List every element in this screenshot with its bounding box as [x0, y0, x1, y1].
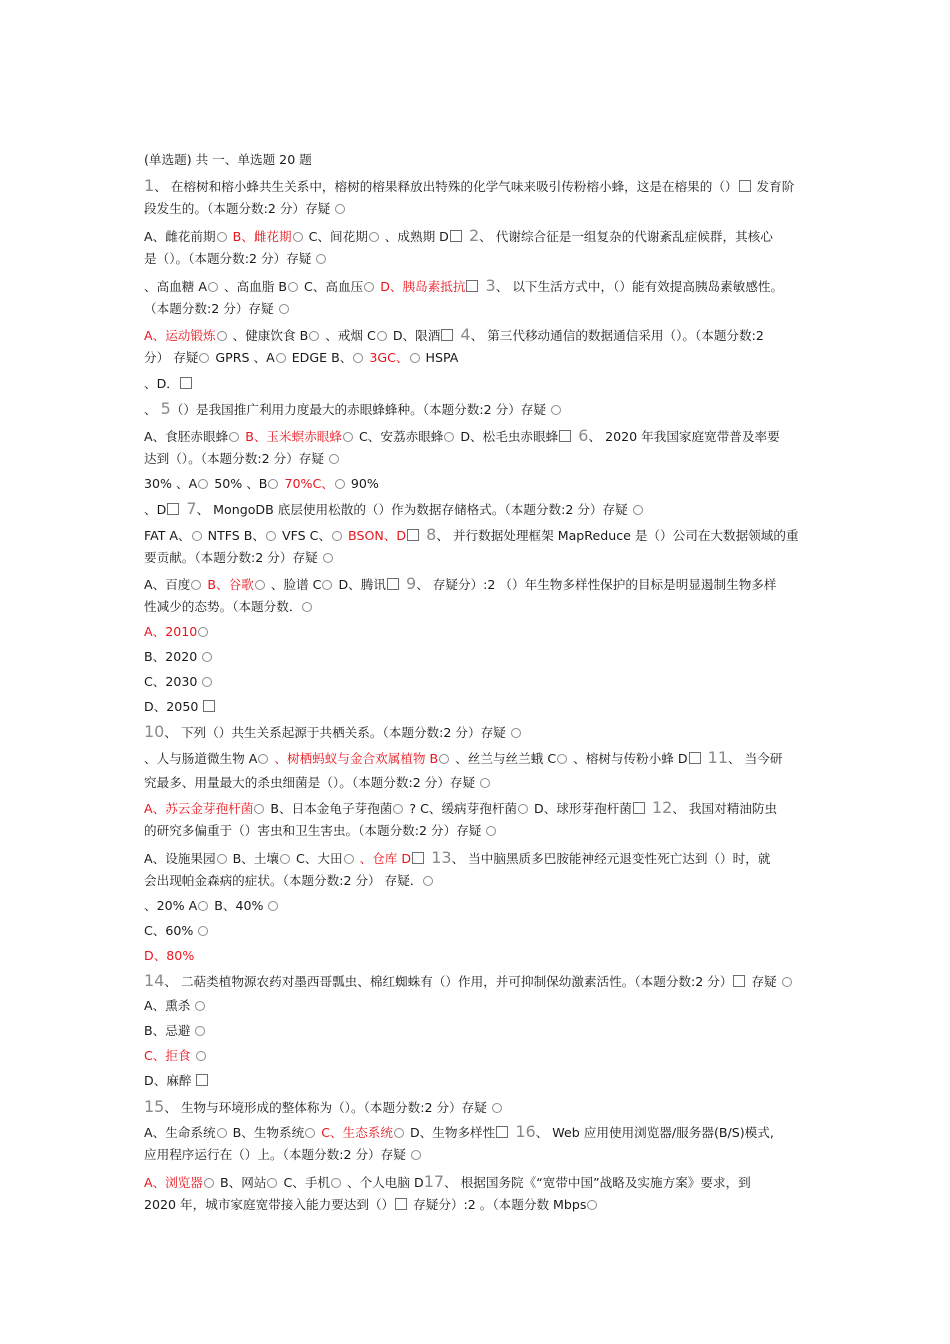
- answer-text: 、树栖蚂蚁与金合欢属植物 B: [270, 751, 439, 766]
- text-segment: D、限酒: [388, 328, 441, 343]
- radio-icon[interactable]: [302, 602, 312, 612]
- text-segment: A、设施果园: [144, 851, 216, 866]
- answer-text: B、玉米螟赤眼蜂: [241, 429, 342, 444]
- text-segment: EDGE B、: [287, 350, 353, 365]
- text-segment: C、60%: [144, 923, 198, 938]
- text-segment: A、熏杀: [144, 998, 195, 1013]
- text-segment: 30% 、A: [144, 476, 198, 491]
- text-segment: FAT A、: [144, 528, 191, 543]
- text-segment: ? C、缓病芽孢杆菌: [405, 801, 518, 816]
- radio-icon[interactable]: [353, 353, 363, 363]
- question-number: 9: [400, 575, 417, 593]
- radio-icon[interactable]: [229, 432, 239, 442]
- text-segment: 90%: [346, 476, 379, 491]
- radio-icon[interactable]: [258, 754, 268, 764]
- text-line: [144, 375, 812, 393]
- question-number: 8: [421, 526, 437, 544]
- text-segment: 是（）。（本题分数:2 分）存疑: [144, 251, 316, 266]
- answer-text: C、拒食: [144, 1048, 195, 1063]
- text-line: [144, 774, 812, 792]
- text-line: [144, 723, 812, 742]
- radio-icon[interactable]: [268, 479, 278, 489]
- text-segment: B、日本金龟子芽孢菌: [266, 801, 393, 816]
- radio-icon[interactable]: [280, 854, 290, 864]
- text-line: [144, 897, 812, 915]
- checkbox-icon[interactable]: [450, 230, 462, 242]
- question-number: 10: [144, 723, 165, 741]
- radio-icon[interactable]: [410, 353, 420, 363]
- text-segment: C、安荔赤眼蜂: [355, 429, 444, 444]
- radio-icon[interactable]: [423, 876, 433, 886]
- question-number: 17: [423, 1173, 445, 1191]
- text-segment: VFS C、: [278, 528, 332, 543]
- checkbox-icon[interactable]: [496, 1126, 508, 1138]
- text-line: [144, 1196, 812, 1214]
- text-line: [144, 450, 812, 468]
- text-segment: NTFS B、: [203, 528, 266, 543]
- text-line: [144, 947, 812, 965]
- radio-icon[interactable]: [199, 353, 209, 363]
- question-number: 11: [702, 749, 729, 767]
- answer-text: A、2010: [144, 624, 198, 639]
- text-segment: 要贡献。（本题分数:2 分）存疑: [144, 550, 322, 565]
- text-segment: 、 以下生活方式中，（）能有效提高胰岛素敏感性。: [495, 279, 784, 294]
- text-segment: D、球形芽孢杆菌: [530, 801, 632, 816]
- radio-icon[interactable]: [198, 901, 208, 911]
- question-number: 4: [455, 326, 471, 344]
- radio-icon[interactable]: [444, 432, 454, 442]
- radio-icon[interactable]: [217, 331, 227, 341]
- answer-text: 3GC、: [365, 350, 409, 365]
- radio-icon[interactable]: [323, 553, 333, 563]
- text-line: [144, 799, 812, 818]
- question-number: 12: [646, 799, 673, 817]
- radio-icon[interactable]: [208, 282, 218, 292]
- text-segment: D、腾讯: [334, 577, 386, 592]
- checkbox-icon[interactable]: [203, 700, 215, 712]
- radio-icon[interactable]: [195, 1026, 205, 1036]
- text-line: [144, 1123, 812, 1142]
- question-number: 5: [160, 400, 171, 418]
- text-line: [144, 849, 812, 868]
- answer-text: B、谷歌: [203, 577, 254, 592]
- text-segment: 、脸谱 C: [266, 577, 322, 592]
- text-line: [144, 1047, 812, 1065]
- text-segment: 、 当中脑黑质多巴胺能神经元退变性死亡达到（）时，就: [451, 851, 771, 866]
- text-segment: 、 2020 年我国家庭宽带普及率要: [588, 429, 780, 444]
- text-segment: D、松毛虫赤眼蜂: [456, 429, 559, 444]
- text-line: [144, 1098, 812, 1117]
- question-number: 1: [144, 177, 155, 195]
- radio-icon[interactable]: [192, 531, 202, 541]
- text-segment: C、间花期: [304, 229, 368, 244]
- text-line: [144, 200, 812, 218]
- text-segment: D、麻醉: [144, 1073, 196, 1088]
- text-line: [144, 1173, 812, 1192]
- question-number: 7: [181, 500, 197, 518]
- text-segment: A、雌花前期: [144, 229, 216, 244]
- text-line: [144, 698, 812, 716]
- radio-icon[interactable]: [492, 1103, 502, 1113]
- text-line: [144, 673, 812, 691]
- radio-icon[interactable]: [335, 204, 345, 214]
- radio-icon[interactable]: [393, 804, 403, 814]
- text-segment: A、食胚赤眼蜂: [144, 429, 229, 444]
- radio-icon[interactable]: [486, 826, 496, 836]
- answer-text: BSON、D: [344, 528, 407, 543]
- text-line: [144, 997, 812, 1015]
- text-line: [144, 648, 812, 666]
- radio-icon[interactable]: [198, 926, 208, 936]
- text-line: [144, 822, 812, 840]
- radio-icon[interactable]: [217, 854, 227, 864]
- text-segment: 、20% A: [144, 898, 198, 913]
- radio-icon[interactable]: [329, 454, 339, 464]
- text-segment: 、戒烟 C: [321, 328, 376, 343]
- text-segment: GPRS 、A: [211, 350, 275, 365]
- checkbox-icon[interactable]: [733, 975, 745, 987]
- radio-icon[interactable]: [195, 1001, 205, 1011]
- question-number: 15: [144, 1098, 165, 1116]
- text-segment: A、生命系统: [144, 1125, 216, 1140]
- text-segment: 、 下列（）共生关系起源于共栖关系。（本题分数:2 分）存疑: [164, 725, 510, 740]
- radio-icon[interactable]: [217, 232, 227, 242]
- text-segment: 、 MongoDB 底层使用松散的（）作为数据存储格式。（本题分数:2 分）存疑: [196, 502, 632, 517]
- checkbox-icon[interactable]: [395, 1198, 407, 1210]
- text-line: [144, 250, 812, 268]
- text-segment: 会出现帕金森病的症状。（本题分数:2 分） 存疑．: [144, 873, 423, 888]
- text-segment: 、 并行数据处理框架 MapReduce 是（）公司在大数据领域的重: [436, 528, 799, 543]
- text-segment: 究最多、用量最大的杀虫细菌是（）。（本题分数:2 分）存疑: [144, 775, 480, 790]
- text-segment: 、 生物与环境形成的整体称为（）。（本题分数:2 分）存疑: [164, 1100, 491, 1115]
- text-segment: 、 当今研: [728, 751, 783, 766]
- answer-text: A、苏云金芽孢杆菌: [144, 801, 254, 816]
- text-segment: C、大田: [292, 851, 343, 866]
- checkbox-icon[interactable]: [180, 377, 192, 389]
- text-segment: 、高血糖 A: [144, 279, 207, 294]
- text-segment: B、忌避: [144, 1023, 195, 1038]
- radio-icon[interactable]: [369, 232, 379, 242]
- radio-icon[interactable]: [202, 677, 212, 687]
- checkbox-icon[interactable]: [633, 802, 645, 814]
- text-line: [144, 749, 812, 768]
- text-segment: 、 根据国务院《“宽带中国”战略及实施方案》要求，到: [444, 1175, 751, 1190]
- text-segment: 的研究多偏重于（）害虫和卫生害虫。（本题分数:2 分）存疑: [144, 823, 486, 838]
- text-segment: 、高血脂 B: [220, 279, 288, 294]
- question-number: 16: [510, 1123, 536, 1141]
- text-segment: B、40%: [210, 898, 268, 913]
- text-segment: 2020 年，城市家庭宽带接入能力要达到（）: [144, 1197, 395, 1212]
- radio-icon[interactable]: [557, 754, 567, 764]
- question-number: 13: [426, 849, 452, 867]
- text-line: [144, 300, 812, 318]
- radio-icon[interactable]: [268, 901, 278, 911]
- text-segment: D、生物多样性: [405, 1125, 496, 1140]
- checkbox-icon[interactable]: [412, 852, 424, 864]
- radio-icon[interactable]: [343, 432, 353, 442]
- checkbox-icon[interactable]: [407, 529, 419, 541]
- radio-icon[interactable]: [293, 232, 303, 242]
- checkbox-icon[interactable]: [689, 752, 701, 764]
- checkbox-icon[interactable]: [466, 280, 478, 292]
- radio-icon[interactable]: [255, 580, 265, 590]
- text-segment: 、丝兰与丝兰蛾 C: [451, 751, 557, 766]
- text-line: [144, 872, 812, 890]
- text-line: [144, 526, 812, 545]
- text-line: [144, 922, 812, 940]
- radio-icon[interactable]: [217, 1128, 227, 1138]
- radio-icon[interactable]: [254, 804, 264, 814]
- radio-icon[interactable]: [377, 331, 387, 341]
- text-segment: 发育阶: [752, 179, 795, 194]
- text-segment: 、成熟期 D: [380, 229, 449, 244]
- text-segment: 、个人电脑 D: [343, 1175, 424, 1190]
- text-line: [144, 623, 812, 641]
- text-segment: 50% 、B: [210, 476, 268, 491]
- radio-icon[interactable]: [518, 804, 528, 814]
- answer-text: C、生态系统: [317, 1125, 393, 1140]
- text-segment: 存疑分）:2 。（本题分数 Mbps: [409, 1197, 587, 1212]
- radio-icon[interactable]: [279, 304, 289, 314]
- radio-icon[interactable]: [204, 1178, 214, 1188]
- text-line: [144, 475, 812, 493]
- radio-icon[interactable]: [394, 1128, 404, 1138]
- text-segment: 分） 存疑: [144, 350, 199, 365]
- radio-icon[interactable]: [633, 505, 643, 515]
- radio-icon[interactable]: [305, 1128, 315, 1138]
- text-segment: D、2050: [144, 699, 203, 714]
- text-segment: 应用程序运行在（）上。（本题分数:2 分）存疑: [144, 1147, 410, 1162]
- answer-text: D、80%: [144, 948, 195, 963]
- text-segment: 、 在榕树和榕小蜂共生关系中，榕树的榕果释放出特殊的化学气味来吸引传粉榕小蜂，这是在榕果的（）: [154, 179, 738, 194]
- checkbox-icon[interactable]: [441, 329, 453, 341]
- text-segment: B、生物系统: [228, 1125, 305, 1140]
- text-segment: 、 第三代移动通信的数据通信采用（）。（本题分数:2: [470, 328, 764, 343]
- text-line: [144, 349, 812, 367]
- question-number: 2: [463, 227, 480, 245]
- question-number: 3: [480, 277, 496, 295]
- text-segment: C、高血压: [300, 279, 364, 294]
- text-line: [144, 500, 812, 519]
- text-line: [144, 1146, 812, 1164]
- radio-icon[interactable]: [411, 1150, 421, 1160]
- checkbox-icon[interactable]: [387, 578, 399, 590]
- radio-icon[interactable]: [276, 353, 286, 363]
- radio-icon[interactable]: [480, 778, 490, 788]
- text-segment: 段发生的。（本题分数:2 分）存疑: [144, 201, 335, 216]
- radio-icon[interactable]: [198, 627, 208, 637]
- radio-icon[interactable]: [288, 282, 298, 292]
- answer-text: A、运动锻炼: [144, 328, 216, 343]
- text-segment: （本题分数:2 分）存疑: [144, 301, 278, 316]
- text-segment: 性减少的态势。（本题分数．: [144, 599, 302, 614]
- text-segment: 、D．: [144, 376, 179, 391]
- text-line: [144, 1022, 812, 1040]
- text-line: [144, 177, 812, 196]
- radio-icon[interactable]: [344, 854, 354, 864]
- radio-icon[interactable]: [322, 580, 332, 590]
- text-segment: 、: [144, 402, 161, 417]
- checkbox-icon[interactable]: [196, 1074, 208, 1086]
- radio-icon[interactable]: [439, 754, 449, 764]
- radio-icon[interactable]: [587, 1200, 597, 1210]
- text-line: [144, 277, 812, 296]
- section-header: (单选题) 共 一、单选题 20 题: [144, 152, 312, 167]
- radio-icon[interactable]: [191, 580, 201, 590]
- text-segment: HSPA: [421, 350, 459, 365]
- text-segment: C、2030: [144, 674, 202, 689]
- text-segment: B、网站: [216, 1175, 267, 1190]
- question-number: 6: [573, 427, 589, 445]
- radio-icon[interactable]: [335, 479, 345, 489]
- text-segment: 、 代谢综合征是一组复杂的代谢紊乱症候群，其核心: [479, 229, 773, 244]
- checkbox-icon[interactable]: [559, 430, 571, 442]
- text-segment: B、2020: [144, 649, 202, 664]
- radio-icon[interactable]: [331, 1178, 341, 1188]
- radio-icon[interactable]: [309, 331, 319, 341]
- answer-text: 、仓库 D: [355, 851, 412, 866]
- text-line: [144, 227, 812, 246]
- text-segment: 、 Web 应用使用浏览器/服务器(B/S)模式,: [535, 1125, 774, 1140]
- text-segment: 、榕树与传粉小蜂 D: [569, 751, 688, 766]
- text-line: [144, 598, 812, 616]
- text-line: [144, 972, 812, 991]
- question-number: 14: [144, 972, 165, 990]
- text-segment: （）是我国推广利用力度最大的赤眼蜂蜂种。（本题分数:2 分）存疑: [170, 402, 550, 417]
- answer-text: 70%C、: [280, 476, 334, 491]
- text-segment: 、 存疑分）:2 （）年生物多样性保护的目标是明显遏制生物多样: [416, 577, 777, 592]
- text-segment: 达到（）。（本题分数:2 分）存疑: [144, 451, 328, 466]
- text-segment: 、人与肠道微生物 A: [144, 751, 258, 766]
- radio-icon[interactable]: [196, 1051, 206, 1061]
- answer-text: B、雌花期: [228, 229, 292, 244]
- answer-text: A、浏览器: [144, 1175, 203, 1190]
- text-segment: A、百度: [144, 577, 191, 592]
- radio-icon[interactable]: [266, 531, 276, 541]
- text-line: [144, 427, 812, 446]
- text-line: [144, 400, 812, 419]
- text-segment: 、D: [144, 502, 167, 517]
- radio-icon[interactable]: [551, 405, 561, 415]
- text-segment: C、手机: [279, 1175, 331, 1190]
- text-segment: 、 我国对精油防虫: [672, 801, 778, 816]
- checkbox-icon[interactable]: [739, 180, 751, 192]
- radio-icon[interactable]: [782, 977, 792, 987]
- radio-icon[interactable]: [511, 728, 521, 738]
- radio-icon[interactable]: [198, 479, 208, 489]
- text-segment: 、 二萜类植物源农药对墨西哥瓢虫、棉红蜘蛛有（）作用，并可抑制保幼激素活性。（本题分数:2 分）: [164, 974, 733, 989]
- radio-icon[interactable]: [332, 531, 342, 541]
- radio-icon[interactable]: [267, 1178, 277, 1188]
- text-segment: B、土壤: [228, 851, 280, 866]
- text-line: [144, 575, 812, 594]
- radio-icon[interactable]: [364, 282, 374, 292]
- answer-text: D、胰岛素抵抗: [376, 279, 466, 294]
- text-segment: 存疑: [747, 974, 781, 989]
- radio-icon[interactable]: [202, 652, 212, 662]
- text-line: [144, 1072, 812, 1090]
- checkbox-icon[interactable]: [167, 503, 179, 515]
- text-line: [144, 549, 812, 567]
- radio-icon[interactable]: [316, 254, 326, 264]
- text-line: [144, 326, 812, 345]
- text-segment: 、健康饮食 B: [228, 328, 309, 343]
